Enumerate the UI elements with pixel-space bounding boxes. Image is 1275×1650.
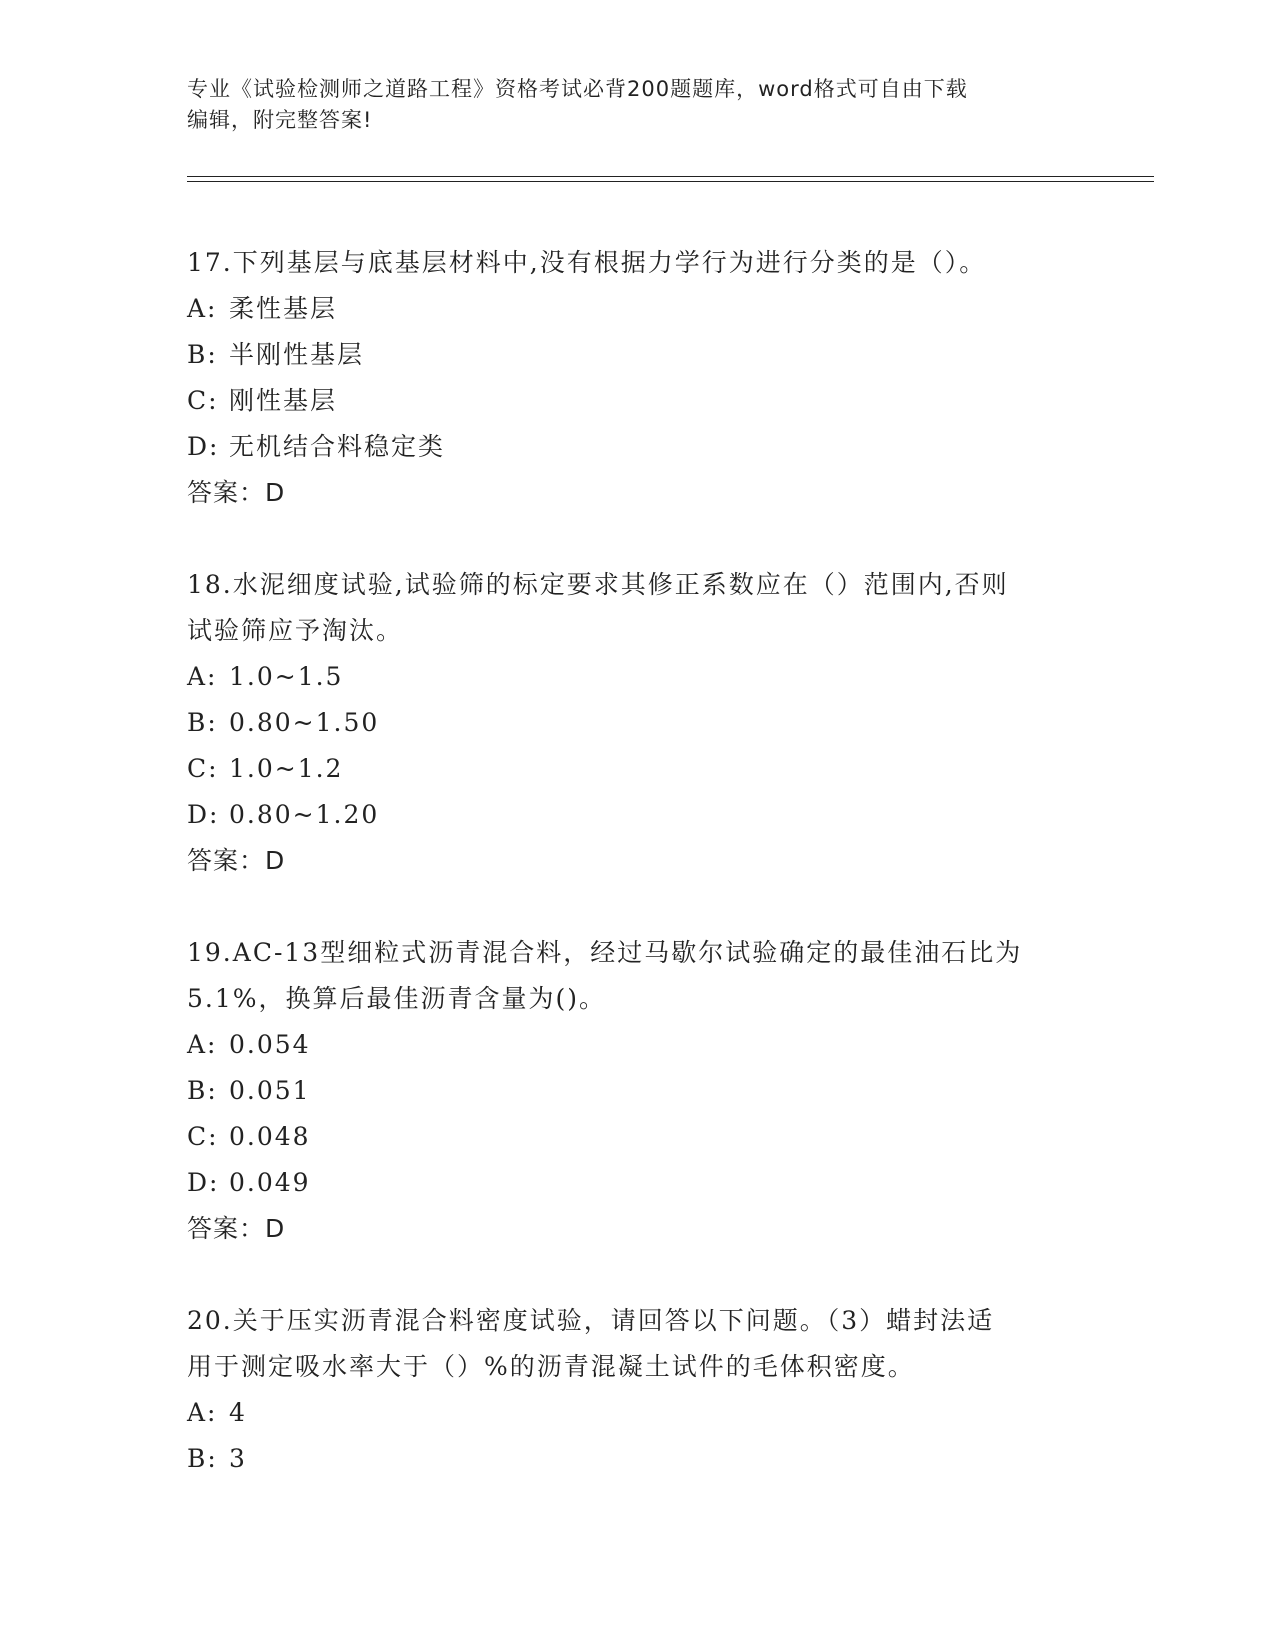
option-text: 柔性基层	[229, 294, 338, 323]
option-letter: B:	[187, 708, 218, 737]
question-list	[187, 240, 1087, 1528]
question-19	[187, 930, 1087, 1252]
option-b	[187, 700, 1087, 746]
answer-line: 答案：D	[187, 1214, 286, 1243]
header-divider-top	[187, 176, 1154, 177]
question-stem-line: 17.下列基层与底基层材料中,没有根据力学行为进行分类的是（）。	[187, 248, 987, 277]
option-text: 1.0~1.5	[229, 662, 344, 691]
option-b	[187, 1068, 1087, 1114]
option-letter: C:	[187, 1122, 219, 1151]
option-letter: B:	[187, 1444, 218, 1473]
option-c	[187, 746, 1087, 792]
option-letter: A:	[187, 1030, 218, 1059]
question-stem-line: 18.水泥细度试验,试验筛的标定要求其修正系数应在（）范围内,否则	[187, 570, 1009, 599]
question-stem-line: 20.关于压实沥青混合料密度试验，请回答以下问题。（3）蜡封法适	[187, 1306, 995, 1335]
option-c	[187, 378, 1087, 424]
option-letter: D:	[187, 432, 220, 461]
document-header	[187, 74, 1067, 136]
answer-line: 答案：D	[187, 478, 286, 507]
answer-line: 答案：D	[187, 846, 286, 875]
option-a	[187, 1022, 1087, 1068]
option-letter: A:	[187, 1398, 218, 1427]
option-text: 0.048	[229, 1122, 311, 1151]
option-letter: C:	[187, 386, 219, 415]
option-letter: A:	[187, 662, 218, 691]
option-a	[187, 286, 1087, 332]
option-text: 0.051	[229, 1076, 311, 1105]
option-letter: B:	[187, 1076, 218, 1105]
question-17	[187, 240, 1087, 516]
option-text: 无机结合料稳定类	[229, 432, 446, 461]
option-text: 刚性基层	[229, 386, 338, 415]
option-letter: D:	[187, 800, 220, 829]
option-text: 0.80~1.20	[229, 800, 380, 829]
question-20	[187, 1298, 1087, 1482]
header-divider-bottom	[187, 181, 1154, 182]
option-text: 0.049	[229, 1168, 311, 1197]
option-c	[187, 1114, 1087, 1160]
option-b	[187, 332, 1087, 378]
option-letter: D:	[187, 1168, 220, 1197]
option-text: 1.0~1.2	[229, 754, 344, 783]
header-line-1: 专业《试验检测师之道路工程》资格考试必背200题题库，word格式可自由下载	[187, 77, 968, 101]
header-line-2: 编辑，附完整答案!	[187, 108, 373, 132]
question-18	[187, 562, 1087, 884]
option-a	[187, 654, 1087, 700]
question-stem-line: 19.AC-13型细粒式沥青混合料，经过马歇尔试验确定的最佳油石比为	[187, 938, 1023, 967]
question-stem-line: 用于测定吸水率大于（）%的沥青混凝土试件的毛体积密度。	[187, 1352, 915, 1381]
option-text: 3	[229, 1444, 247, 1473]
option-letter: C:	[187, 754, 219, 783]
option-text: 半刚性基层	[229, 340, 365, 369]
option-letter: A:	[187, 294, 218, 323]
option-letter: B:	[187, 340, 218, 369]
option-text: 0.054	[229, 1030, 311, 1059]
option-b	[187, 1436, 1087, 1482]
option-d	[187, 1160, 1087, 1206]
question-stem-line: 5.1%，换算后最佳沥青含量为()。	[187, 984, 607, 1013]
option-d	[187, 424, 1087, 470]
question-stem-line: 试验筛应予淘汰。	[187, 616, 404, 645]
option-text: 4	[229, 1398, 247, 1427]
option-a	[187, 1390, 1087, 1436]
option-d	[187, 792, 1087, 838]
option-text: 0.80~1.50	[229, 708, 380, 737]
